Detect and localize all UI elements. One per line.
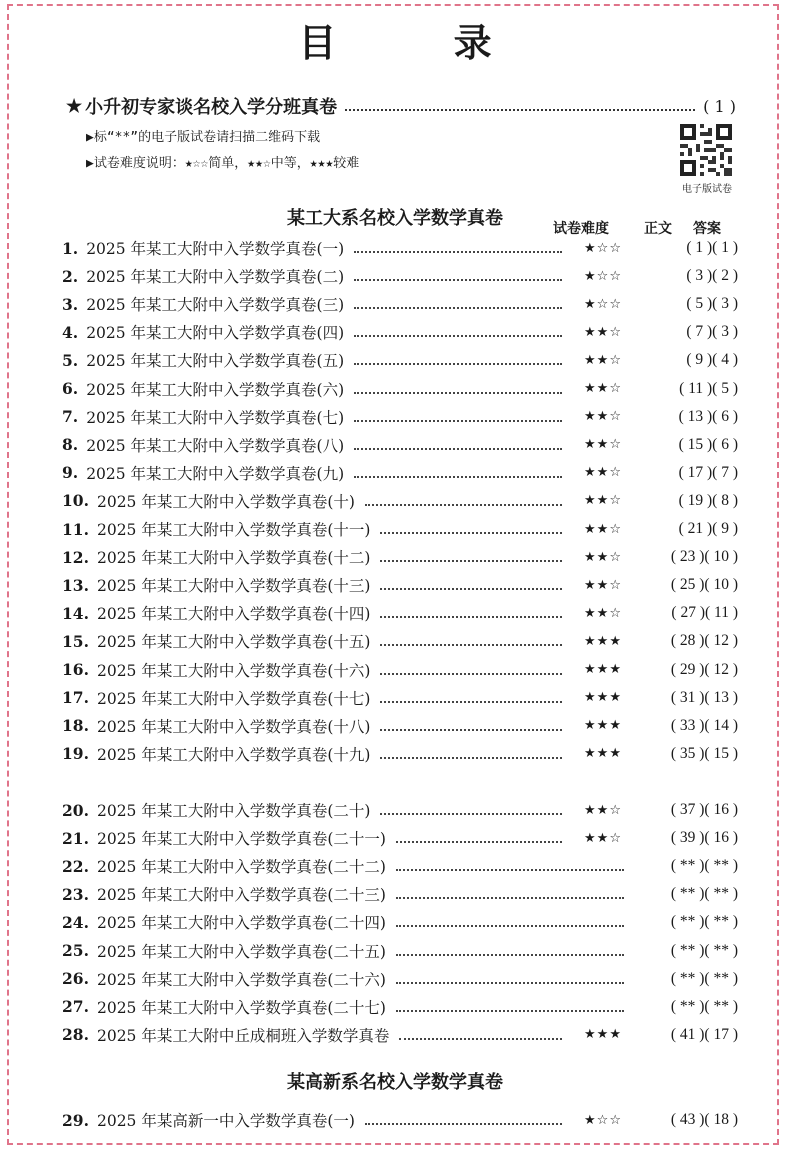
- toc-row[interactable]: [62, 347, 738, 373]
- page-numbers: ( 13 )( 6 ): [678, 407, 738, 425]
- page-numbers: ( 29 )( 12 ): [670, 660, 738, 678]
- column-header-difficulty: 试卷难度: [553, 221, 609, 237]
- entry-number: 17.: [62, 688, 89, 708]
- toc-row[interactable]: [62, 713, 738, 739]
- dot-leader: [380, 757, 562, 759]
- page-numbers: ( ** )( ** ): [670, 885, 738, 903]
- entry-title: 2025 年某工大附中入学数学真卷(二十四): [96, 914, 386, 933]
- entry-title: 2025 年某工大附中入学数学真卷(一): [86, 240, 345, 258]
- toc-row[interactable]: [62, 1107, 738, 1133]
- difficulty-stars: ★★☆: [584, 465, 622, 481]
- dot-leader: [354, 420, 562, 422]
- intro-entry[interactable]: [66, 93, 736, 119]
- entry-title: 2025 年某工大附中入学数学真卷(六): [86, 380, 345, 399]
- dot-leader: [354, 392, 562, 394]
- dot-leader: [380, 644, 562, 646]
- difficulty-stars: ★★☆: [584, 830, 622, 846]
- entry-title: 2025 年某工大附中入学数学真卷(十四): [96, 605, 371, 624]
- difficulty-stars: ★☆☆: [584, 296, 622, 312]
- dot-leader: [396, 869, 624, 871]
- entry-title: 2025 年某工大附中入学数学真卷(二十五): [96, 942, 386, 961]
- page-numbers: ( 21 )( 9 ): [678, 520, 738, 537]
- toc-row[interactable]: [62, 572, 738, 598]
- page-numbers: ( 9 )( 4 ): [686, 351, 738, 369]
- dot-leader: [396, 897, 624, 899]
- difficulty-stars: ★★★: [584, 662, 622, 677]
- toc-row[interactable]: [62, 460, 738, 486]
- dot-leader: [354, 476, 562, 478]
- page-numbers: ( 3 )( 2 ): [686, 267, 738, 285]
- entry-number: 29.: [62, 1110, 89, 1130]
- page-numbers: ( 11 )( 5 ): [679, 379, 738, 397]
- page-numbers: ( 17 )( 7 ): [678, 463, 738, 481]
- toc-row[interactable]: [62, 600, 738, 626]
- qr-code-icon[interactable]: [680, 124, 732, 176]
- entry-number: 26.: [62, 969, 89, 989]
- difficulty-stars: ★★☆: [584, 437, 622, 453]
- difficulty-stars: ★★☆: [584, 521, 622, 537]
- dot-leader: [396, 925, 624, 927]
- dot-leader: [396, 982, 624, 984]
- entry-number: 4.: [62, 322, 79, 342]
- toc-row[interactable]: [62, 685, 738, 711]
- difficulty-stars: ★★☆: [584, 802, 622, 818]
- toc-row[interactable]: [62, 488, 738, 514]
- toc-row[interactable]: [62, 376, 738, 402]
- entry-title: 2025 年某工大附中入学数学真卷(三): [86, 296, 345, 315]
- page-title: 目 录: [298, 20, 544, 65]
- entry-number: 25.: [62, 941, 89, 960]
- entry-number: 16.: [62, 660, 89, 679]
- toc-row[interactable]: [62, 235, 738, 261]
- dot-leader: [354, 307, 562, 309]
- page-numbers: ( 28 )( 12 ): [670, 632, 738, 650]
- entry-number: 8.: [62, 435, 79, 455]
- entry-title: 2025 年某工大附中入学数学真卷(七): [86, 408, 345, 427]
- entry-title: 2025 年某工大附中入学数学真卷(二十): [96, 802, 371, 820]
- entry-title: 2025 年某工大附中入学数学真卷(二十一): [96, 830, 386, 849]
- entry-number: 11.: [62, 519, 89, 539]
- page-numbers: ( ** )( ** ): [670, 913, 738, 931]
- entry-title: 2025 年某工大附中入学数学真卷(四): [86, 324, 345, 343]
- difficulty-stars: ★☆☆: [584, 240, 622, 256]
- dot-leader: [380, 673, 562, 675]
- page-numbers: ( 27 )( 11 ): [671, 604, 738, 622]
- dot-leader: [380, 532, 562, 534]
- dot-leader: [380, 616, 562, 618]
- page-numbers: ( 33 )( 14 ): [670, 716, 738, 734]
- toc-row[interactable]: [62, 966, 738, 992]
- dot-leader: [354, 251, 562, 253]
- entry-title: 2025 年某工大附中入学数学真卷(八): [86, 436, 345, 455]
- entry-title: 2025 年某工大附中入学数学真卷(二十六): [96, 970, 386, 989]
- dot-leader: [380, 729, 562, 731]
- difficulty-stars: ★☆☆: [584, 268, 622, 284]
- page-numbers: ( 31 )( 13 ): [670, 688, 738, 706]
- toc-row[interactable]: [62, 657, 738, 683]
- entry-title: 2025 年某工大附中入学数学真卷(二十三): [96, 886, 386, 905]
- toc-row[interactable]: [62, 741, 738, 767]
- toc-row[interactable]: [62, 432, 738, 458]
- dot-leader: [380, 813, 562, 815]
- entry-title: 2025 年某工大附中丘成桐班入学数学真卷: [96, 1026, 390, 1045]
- entry-title: 2025 年某工大附中入学数学真卷(九): [86, 464, 345, 483]
- entry-title: 2025 年某工大附中入学数学真卷(十七): [96, 689, 371, 708]
- toc-row[interactable]: [62, 263, 738, 289]
- dot-leader: [354, 335, 562, 337]
- entry-number: 20.: [62, 800, 89, 820]
- star-icon: ★: [66, 95, 83, 117]
- toc-row[interactable]: [62, 544, 738, 570]
- difficulty-stars: ★★☆: [584, 352, 622, 368]
- page-numbers: ( 15 )( 6 ): [678, 435, 738, 453]
- difficulty-stars: ★★☆: [584, 409, 622, 425]
- entry-title: 2025 年某工大附中入学数学真卷(十一): [96, 521, 371, 539]
- dot-leader: [396, 1010, 624, 1012]
- page-numbers: ( 5 )( 3 ): [686, 295, 738, 313]
- difficulty-stars: ★★☆: [584, 605, 622, 621]
- dot-leader: [396, 841, 562, 843]
- entry-title: 2025 年某工大附中入学数学真卷(十五): [96, 633, 371, 652]
- difficulty-stars: ★★☆: [584, 549, 622, 565]
- entry-title: 2025 年某工大附中入学数学真卷(十八): [96, 717, 371, 736]
- intro-page: ( 1 ): [703, 96, 736, 116]
- note-difficulty: ▶试卷难度说明：★☆☆简单，★★☆中等，★★★较难: [86, 156, 360, 171]
- toc-row[interactable]: [62, 825, 738, 851]
- dot-leader: [380, 588, 562, 590]
- dot-leader: [399, 1038, 562, 1040]
- column-header-answer: 答案: [693, 221, 721, 237]
- note-download: ▶标“**”的电子版试卷请扫描二维码下载: [86, 130, 321, 145]
- page-numbers: ( 35 )( 15 ): [670, 744, 738, 762]
- toc-row[interactable]: [62, 291, 738, 317]
- dot-leader: [354, 279, 562, 281]
- toc-row[interactable]: [62, 797, 738, 823]
- entry-title: 2025 年某工大附中入学数学真卷(十九): [96, 745, 371, 764]
- dot-leader: [365, 504, 562, 506]
- page-numbers: ( ** )( ** ): [670, 969, 738, 987]
- entry-number: 7.: [62, 407, 79, 427]
- page-numbers: ( 43 )( 18 ): [670, 1111, 738, 1128]
- entry-number: 5.: [62, 350, 79, 370]
- difficulty-stars: ★★★: [584, 746, 622, 762]
- entry-title: 2025 年某工大附中入学数学真卷(十六): [96, 661, 371, 680]
- page-numbers: ( ** )( ** ): [670, 857, 738, 875]
- dot-leader: [345, 109, 695, 111]
- difficulty-stars: ★★☆: [584, 493, 622, 509]
- entry-title: 2025 年某工大附中入学数学真卷(十二): [96, 549, 371, 568]
- entry-number: 18.: [62, 716, 89, 736]
- difficulty-stars: ★★★: [584, 690, 622, 706]
- toc-row[interactable]: [62, 1022, 738, 1048]
- page-numbers: ( ** )( ** ): [670, 997, 738, 1015]
- entry-number: 23.: [62, 884, 89, 904]
- difficulty-stars: ★★☆: [584, 324, 622, 340]
- dot-leader: [365, 1123, 562, 1125]
- difficulty-stars: ★★★: [584, 1027, 622, 1043]
- entry-number: 10.: [62, 491, 89, 511]
- toc-row[interactable]: [62, 938, 738, 964]
- entry-number: 1.: [62, 238, 79, 258]
- page-numbers: ( 1 )( 1 ): [686, 239, 738, 256]
- dot-leader: [380, 701, 562, 703]
- difficulty-stars: ★★☆: [584, 577, 622, 593]
- entry-number: 9.: [62, 463, 79, 483]
- difficulty-stars: ★★☆: [584, 381, 622, 396]
- entry-title: 2025 年某工大附中入学数学真卷(十): [96, 492, 355, 511]
- entry-number: 19.: [62, 744, 89, 764]
- entry-number: 13.: [62, 575, 89, 595]
- page-numbers: ( 19 )( 8 ): [678, 491, 738, 509]
- toc-row[interactable]: [62, 404, 738, 430]
- page-numbers: ( ** )( ** ): [670, 941, 738, 959]
- entry-number: 27.: [62, 997, 89, 1017]
- entry-title: 2025 年某工大附中入学数学真卷(二十二): [96, 858, 386, 877]
- entry-title: 2025 年某工大附中入学数学真卷(二): [86, 268, 345, 287]
- entry-number: 22.: [62, 856, 89, 876]
- entry-number: 24.: [62, 912, 89, 932]
- entry-title: 2025 年某工大附中入学数学真卷(五): [86, 352, 345, 371]
- page-numbers: ( 25 )( 10 ): [670, 576, 738, 594]
- entry-number: 12.: [62, 547, 89, 567]
- page-numbers: ( 37 )( 16 ): [670, 801, 738, 818]
- toc-row[interactable]: [62, 994, 738, 1020]
- entry-number: 28.: [62, 1025, 89, 1045]
- page-numbers: ( 41 )( 17 ): [670, 1025, 738, 1043]
- entry-number: 21.: [62, 828, 89, 848]
- entry-title: 2025 年某高新一中入学数学真卷(一): [96, 1112, 355, 1130]
- dot-leader: [354, 363, 562, 365]
- toc-row[interactable]: [62, 516, 738, 542]
- entry-number: 14.: [62, 603, 89, 623]
- entry-number: 2.: [62, 266, 79, 286]
- difficulty-stars: ★★★: [584, 633, 622, 649]
- toc-row[interactable]: [62, 319, 738, 345]
- page-numbers: ( 7 )( 3 ): [686, 323, 738, 341]
- entry-title: 2025 年某工大附中入学数学真卷(十三): [96, 577, 371, 596]
- toc-row[interactable]: [62, 881, 738, 907]
- qr-label: 电子版试卷: [682, 184, 732, 195]
- section-title: 某工大系名校入学数学真卷: [287, 208, 503, 229]
- dot-leader: [354, 448, 562, 450]
- difficulty-stars: ★☆☆: [584, 1112, 622, 1128]
- entry-number: 6.: [62, 379, 79, 398]
- entry-title: 2025 年某工大附中入学数学真卷(二十七): [96, 998, 386, 1017]
- dot-leader: [396, 954, 624, 956]
- intro-title: 小升初专家谈名校入学分班真卷: [85, 97, 338, 118]
- entry-number: 15.: [62, 631, 89, 651]
- page-numbers: ( 39 )( 16 ): [670, 829, 738, 847]
- toc-row[interactable]: [62, 853, 738, 879]
- toc-row[interactable]: [62, 628, 738, 654]
- toc-row[interactable]: [62, 909, 738, 935]
- entry-number: 3.: [62, 294, 79, 314]
- section-title: 某高新系名校入学数学真卷: [287, 1072, 503, 1093]
- column-header-main: 正文: [644, 221, 672, 237]
- dot-leader: [380, 560, 562, 562]
- page-numbers: ( 23 )( 10 ): [670, 548, 738, 566]
- difficulty-stars: ★★★: [584, 718, 622, 734]
